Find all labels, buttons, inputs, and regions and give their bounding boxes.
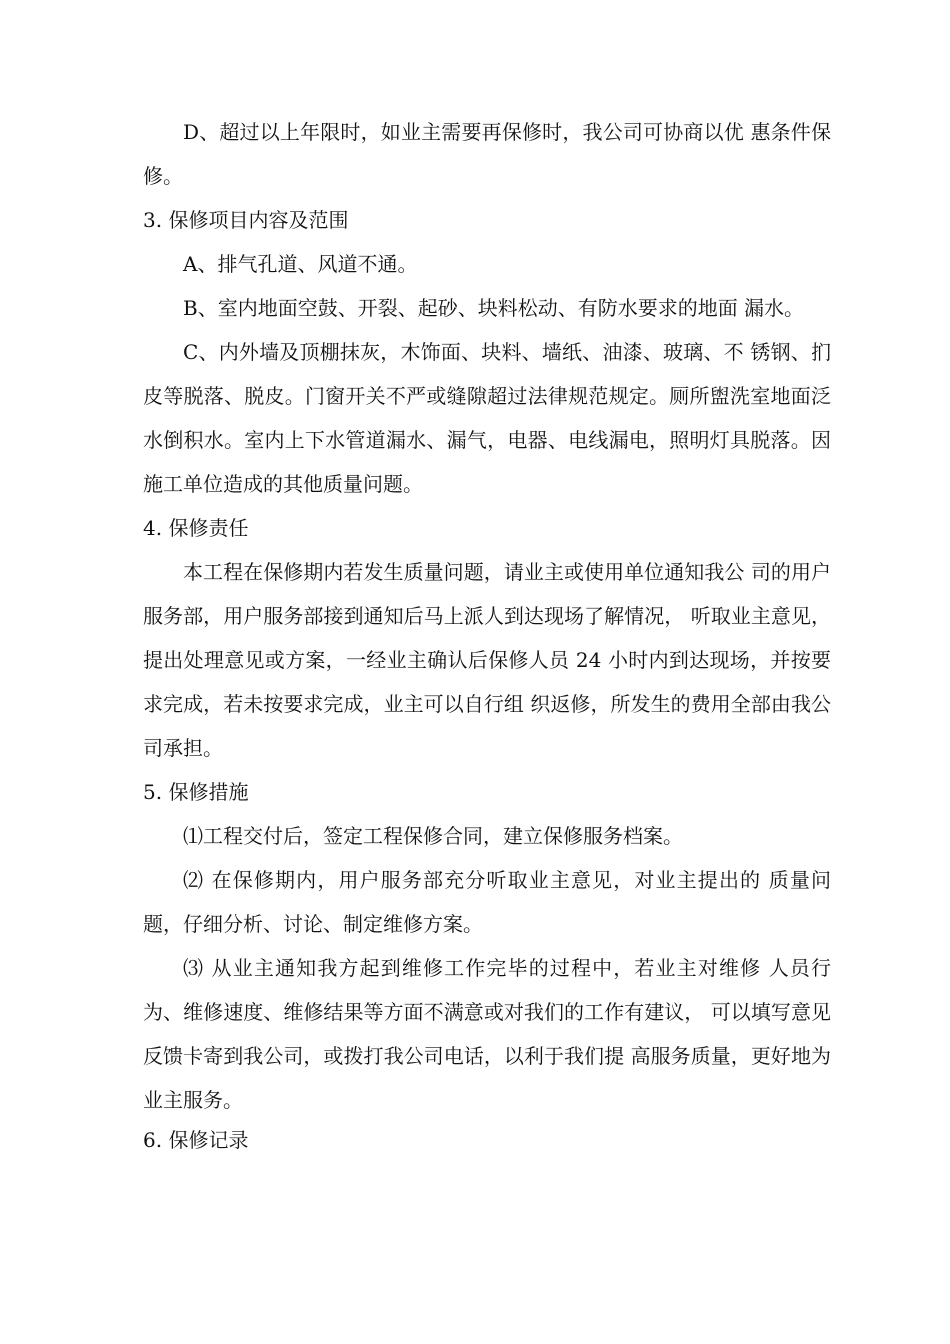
- paragraph-item-c: C、内外墙及顶棚抹灰，木饰面、块料、墙纸、油漆、玻璃、不 锈钢、扪皮等脱落、脱皮。门窗开关不严或缝隙超过法律规范规定。厕所盥洗室地面泛水倒积水。室内上下水管道漏水、漏气，电器、电线漏电，照明灯具脱落。因施工单位造成的其他质量问题。: [143, 340, 831, 496]
- paragraph-responsibility: 本工程在保修期内若发生质量问题，请业主或使用单位通知我公 司的用户服务部，用户服务部接到通知后马上派人到达现场了解情况， 听取业主意见，提出处理意见或方案，一经业主确认后保修人员 24 小时内到达现场，并按要求完成，若未按要求完成，业主可以自行组 织返修，所发生的费用全部由我公司承担。: [143, 560, 831, 760]
- section-heading-5: 5. 保修措施: [143, 780, 249, 804]
- paragraph-item-b: B、室内地面空鼓、开裂、起砂、块料松动、有防水要求的地面 漏水。: [183, 296, 805, 320]
- section-heading-3: 3. 保修项目内容及范围: [143, 208, 349, 232]
- paragraph-measure-2: ⑵ 在保修期内，用户服务部充分听取业主意见，对业主提出的 质量问题，仔细分析、讨论、制定维修方案。: [143, 868, 831, 936]
- section-heading-6: 6. 保修记录: [143, 1128, 249, 1152]
- paragraph-measure-1: ⑴工程交付后，签定工程保修合同，建立保修服务档案。: [183, 824, 683, 848]
- section-heading-4: 4. 保修责任: [143, 516, 249, 540]
- paragraph-item-a: A、排气孔道、风道不通。: [183, 252, 418, 276]
- document-body: [143, 110, 831, 1158]
- paragraph-measure-3: ⑶ 从业主通知我方起到维修工作完毕的过程中，若业主对维修 人员行为、维修速度、维修结果等方面不满意或对我们的工作有建议， 可以填写意见反馈卡寄到我公司，或拨打我公司电话，以利于我们提 高服务质量，更好地为业主服务。: [143, 956, 831, 1112]
- paragraph-clause-d: D、超过以上年限时，如业主需要再保修时，我公司可协商以优 惠条件保修。: [143, 120, 831, 188]
